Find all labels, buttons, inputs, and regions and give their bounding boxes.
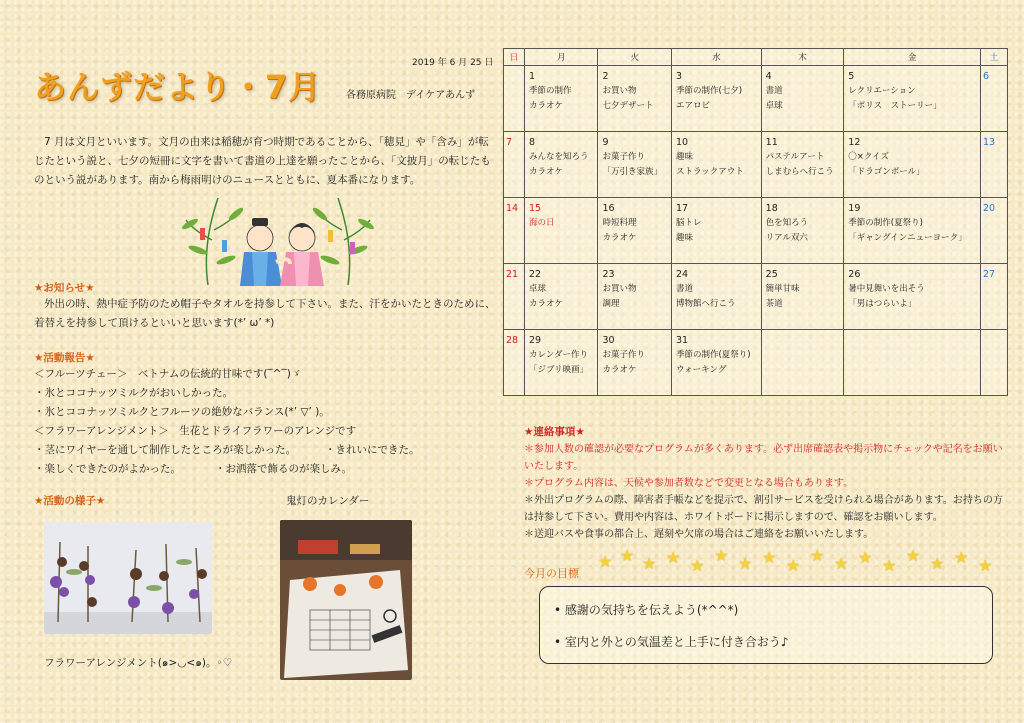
day-number: 5	[848, 71, 855, 82]
day-header-wed: 水	[671, 49, 761, 66]
calendar-day-cell	[504, 264, 525, 330]
day-header-thu: 木	[761, 49, 844, 66]
day-activity: 〇×クイズ	[848, 152, 889, 162]
calendar-day-cell	[981, 264, 1008, 330]
day-activity: エアロビ	[675, 101, 710, 111]
day-number: 19	[848, 203, 861, 214]
day-activity: 卓球	[529, 284, 547, 294]
star-icon: ★	[620, 546, 635, 565]
goals-heading: 今月の目標	[524, 567, 579, 580]
calendar-day-cell	[671, 330, 761, 396]
calendar-day-cell	[844, 264, 981, 330]
calendar-day-cell	[981, 330, 1008, 396]
star-icon: ★	[810, 546, 825, 565]
day-number: 14	[506, 203, 519, 214]
day-activity: カレンダー作り	[529, 350, 588, 360]
calendar-day-cell	[981, 198, 1008, 264]
report-line: ・氷とココナッツミルクとフルーツの絶妙なバランス(*’ ▽’ )。	[34, 406, 330, 418]
calendar-day-cell	[598, 66, 671, 132]
day-number: 22	[529, 269, 542, 280]
star-icon: ★	[786, 556, 801, 575]
newsletter-title: あんずだより・7月	[34, 68, 322, 106]
day-activity: カラオケ	[529, 101, 563, 111]
goals-box	[539, 586, 993, 664]
calendar-day-cell	[761, 330, 844, 396]
day-activity: 「ギャングインニューヨーク」	[848, 233, 967, 243]
day-activity: 「男はつらいよ」	[848, 299, 917, 309]
day-number: 17	[675, 203, 689, 214]
notice-heading: ★お知らせ★	[34, 282, 95, 294]
day-activity: お買い物	[602, 284, 637, 294]
star-icon: ★	[738, 554, 753, 573]
day-number: 10	[675, 137, 689, 148]
star-icon: ★	[930, 554, 945, 573]
calendar-day-cell	[671, 264, 761, 330]
calendar-day-cell	[844, 132, 981, 198]
day-activity: パステルアート	[765, 152, 825, 162]
calendar-day-cell	[671, 132, 761, 198]
day-number: 6	[983, 71, 990, 82]
calendar-day-cell	[844, 330, 981, 396]
day-activity: 調理	[602, 299, 620, 309]
calendar-body	[504, 66, 1008, 396]
report-line: ＜フラワーアレンジメント＞ 生花とドライフラワーのアレンジです	[34, 425, 357, 437]
contact-section	[524, 424, 1004, 543]
day-number: 4	[765, 71, 772, 82]
calendar-day-cell	[525, 66, 598, 132]
lantern-calendar-photo	[280, 520, 412, 680]
calendar-day-cell	[844, 198, 981, 264]
day-activity: 書道	[765, 86, 783, 96]
star-icon: ★	[978, 556, 993, 575]
day-number: 28	[506, 335, 519, 346]
calendar-day-cell	[761, 264, 844, 330]
day-activity: 「万引き家族」	[602, 167, 662, 177]
photos-heading: ★活動の様子★	[34, 495, 106, 507]
day-number: 12	[848, 137, 861, 148]
star-icon: ★	[882, 556, 897, 575]
july-calendar	[503, 48, 1008, 396]
star-icon: ★	[666, 548, 681, 567]
day-activity: 趣味	[675, 152, 693, 162]
star-icon: ★	[642, 554, 657, 573]
tanabata-illustration	[178, 190, 378, 288]
notice-text: 外出の時、熱中症予防のため帽子やタオルを持参して下さい。また、汗をかいたときのために、着替えを持参して頂けるといいと思います(*’ ω’ *)	[34, 298, 496, 329]
star-garland	[598, 546, 1008, 576]
issue-date: 2019 年 6 月 25 日	[412, 58, 494, 68]
day-number: 20	[983, 203, 996, 214]
day-activity: みんなを知ろう	[529, 152, 589, 162]
day-activity: 趣味	[675, 233, 693, 243]
star-icon: ★	[762, 548, 777, 567]
day-activity: 暑中見舞いを出そう	[848, 284, 925, 294]
day-activity: 色を知ろう	[765, 218, 809, 228]
day-number: 23	[602, 269, 615, 280]
calendar-day-cell	[525, 198, 598, 264]
day-activity: 書道	[675, 284, 693, 294]
calendar-day-cell	[504, 330, 525, 396]
contact-heading: ★連絡事項★	[524, 426, 585, 438]
calendar-day-cell	[761, 66, 844, 132]
photo-caption-calendar: 鬼灯のカレンダー	[286, 495, 370, 507]
day-activity: 脳トレ	[675, 218, 702, 228]
day-activity: 季節の制作(夏祭り)	[848, 218, 923, 228]
report-line: ・氷とココナッツミルクがおいしかった。	[34, 387, 234, 399]
calendar-header-row	[504, 49, 1008, 66]
report-heading: ★活動報告★	[34, 352, 95, 364]
day-activity: 茶道	[765, 299, 783, 309]
day-activity: ウォーキング	[675, 365, 727, 375]
report-line: ・きれいにできた。	[325, 444, 420, 456]
star-icon: ★	[858, 548, 873, 567]
calendar-day-cell	[504, 198, 525, 264]
day-activity: 七夕デザート	[602, 101, 654, 111]
day-activity: 季節の制作(夏祭り)	[675, 350, 751, 360]
calendar-week-row	[504, 66, 1008, 132]
day-activity: 「ジブリ映画」	[529, 365, 589, 375]
star-icon: ★	[834, 554, 849, 573]
day-number: 29	[529, 335, 542, 346]
star-icon: ★	[954, 548, 969, 567]
star-icon: ★	[690, 556, 705, 575]
day-header-sun: 日	[504, 49, 525, 66]
day-number: 8	[529, 137, 536, 148]
calendar-day-cell	[671, 198, 761, 264]
flower-arrangement-photo	[44, 522, 212, 634]
star-icon: ★	[598, 552, 613, 571]
calendar-day-cell	[761, 198, 844, 264]
day-number: 18	[765, 203, 778, 214]
day-activity: お買い物	[602, 86, 637, 96]
contact-line: ＊プログラム内容は、天候や参加者数などで変更となる場合もあります。	[524, 478, 854, 489]
day-number: 11	[765, 137, 778, 148]
day-number: 9	[602, 137, 609, 148]
day-activity: カラオケ	[529, 167, 563, 177]
calendar-day-cell	[671, 66, 761, 132]
day-header-fri: 金	[844, 49, 981, 66]
day-activity: カラオケ	[529, 299, 563, 309]
day-activity: 季節の制作	[529, 86, 572, 96]
day-activity: お菓子作り	[602, 350, 645, 360]
day-activity: レクリエーション	[848, 86, 916, 96]
calendar-day-cell	[981, 66, 1008, 132]
calendar-day-cell	[504, 66, 525, 132]
day-number: 1	[529, 71, 536, 82]
contact-line: ＊送迎バスや食事の都合上、遅刻や欠席の場合はご連絡をお願いいたします。	[524, 529, 874, 540]
day-number: 13	[983, 137, 996, 148]
day-number: 2	[602, 71, 609, 82]
day-number: 16	[602, 203, 615, 214]
day-activity: 卓球	[765, 101, 783, 111]
day-activity: 博物館へ行こう	[675, 299, 736, 309]
report-line: ・茎にワイヤーを通して制作したところが楽しかった。	[34, 444, 297, 456]
calendar-day-cell	[598, 330, 671, 396]
report-line: ・楽しくできたのがよかった。	[34, 463, 181, 475]
calendar-day-cell	[844, 66, 981, 132]
day-number: 3	[675, 71, 683, 82]
day-activity: 「ドラゴンボール」	[848, 167, 925, 177]
day-number: 7	[506, 137, 513, 148]
day-activity: ストラックアウト	[675, 167, 744, 177]
goal-item: • 感謝の気持ちを伝えよう(*^^*)	[554, 603, 739, 617]
day-number: 27	[983, 269, 996, 280]
day-activity: お菓子作り	[602, 152, 645, 162]
day-activity: 海の日	[529, 218, 555, 228]
calendar-day-cell	[598, 132, 671, 198]
intro-paragraph: 7 月は文月といいます。文月の由来は稲穂が育つ時期であることから、「穂見」や「含み」が転じたという説と、七夕の短冊に文字を書いて書道の上達を願ったことから、「文披月」の転じたものという説があります。南から梅雨明けのニュースとともに、夏本番になります。	[34, 136, 491, 186]
day-activity: 「ポリス ストーリー」	[848, 101, 942, 111]
day-activity: しまむらへ行こう	[765, 167, 834, 177]
calendar-day-cell	[981, 132, 1008, 198]
contact-line: ＊参加人数の確認が必要なプログラムが多くあります。必ず出席確認表や掲示物にチェックや記名をお願いいたします。	[524, 444, 1003, 472]
day-activity: 時短料理	[602, 218, 637, 228]
day-activity: カラオケ	[602, 365, 637, 375]
day-number: 21	[506, 269, 519, 280]
calendar-week-row	[504, 132, 1008, 198]
star-icon: ★	[906, 546, 921, 565]
organization-name: 各務原病院 デイケアあんず	[346, 90, 476, 101]
calendar-week-row	[504, 198, 1008, 264]
calendar-day-cell	[525, 132, 598, 198]
day-activity: 簡単甘味	[765, 284, 800, 294]
calendar-day-cell	[504, 132, 525, 198]
day-activity: リアル双六	[765, 233, 808, 243]
report-line: ＜フルーツチェー＞ ベトナムの伝統的甘味です(‾^‾)ゞ	[34, 368, 302, 380]
calendar-week-row	[504, 330, 1008, 396]
star-icon: ★	[714, 546, 729, 565]
day-activity: カラオケ	[602, 233, 637, 243]
contact-line: ＊外出プログラムの際、障害者手帳などを提示で、割引サービスを受けられる場合があります。お持ちの方は持参して下さい。費用や内容は、ホワイトボードに掲示しますので、確認をお願いします。	[524, 495, 1003, 523]
day-number: 15	[529, 203, 542, 214]
day-activity: 季節の制作(七夕)	[675, 86, 743, 96]
calendar-day-cell	[598, 264, 671, 330]
day-number: 26	[848, 269, 861, 280]
day-header-mon: 月	[525, 49, 598, 66]
calendar-week-row	[504, 264, 1008, 330]
calendar-day-cell	[525, 330, 598, 396]
photo-caption-flowers: フラワーアレンジメント(๑>◡<๑)。◦♡	[44, 657, 233, 669]
goal-item: • 室内と外との気温差と上手に付き合おう♪	[554, 635, 789, 649]
report-line: ・お洒落で飾るのが楽しみ。	[215, 463, 353, 475]
day-header-sat: 土	[981, 49, 1008, 66]
day-number: 24	[675, 269, 689, 280]
calendar-day-cell	[525, 264, 598, 330]
calendar-day-cell	[761, 132, 844, 198]
day-number: 25	[765, 269, 778, 280]
calendar-day-cell	[598, 198, 671, 264]
day-header-tue: 火	[598, 49, 671, 66]
day-number: 31	[675, 335, 689, 346]
day-number: 30	[602, 335, 615, 346]
